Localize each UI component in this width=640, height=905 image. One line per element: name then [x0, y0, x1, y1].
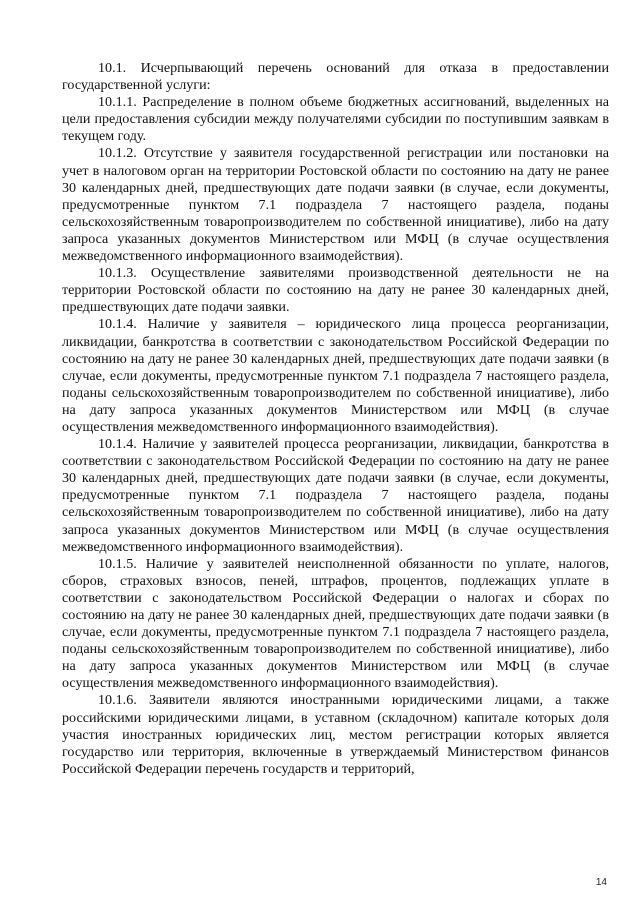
paragraph-10-1-4-applicants: 10.1.4. Наличие у заявителей процесса реорганизации, ликвидации, банкротства в соответствии с законодательством Российской Федерации по состоянию на дату не ранее 30 календарных дней, предшествующих дате подачи заявки (в случае, если документы, предусмотренные пунктом 7.1 подраздела 7 настоящего раздела, поданы сельскохозяйственным товаропроизводителем по собственной инициативе), либо на дату запроса указанных документов Министерством или МФЦ (в случае осуществления межведомственного информационного взаимодействия).: [62, 436, 609, 555]
paragraph-10-1-2: 10.1.2. Отсутствие у заявителя государственной регистрации или постановки на учет в налоговом орган на территории Ростовской области по состоянию на дату не ранее 30 календарных дней, предшествующих дате подачи заявки (в случае, если документы, предусмотренные пунктом 7.1 подраздела 7 настоящего раздела, поданы сельскохозяйственным товаропроизводителем по собственной инициативе), либо на дату запроса указанных документов Министерством или МФЦ (в случае осуществления межведомственного информационного взаимодействия).: [62, 145, 609, 265]
paragraph-10-1-4-legal-entity: 10.1.4. Наличие у заявителя – юридического лица процесса реорганизации, ликвидации, банкротства в соответствии с законодательством Российской Федерации по состоянию на дату не ранее 30 календарных дней, предшествующих дате подачи заявки (в случае, если документы, предусмотренные пунктом 7.1 подраздела 7 настоящего раздела, поданы сельскохозяйственным товаропроизводителем по собственной инициативе), либо на дату запроса указанных документов Министерством или МФЦ (в случае осуществления межведомственного информационного взаимодействия).: [62, 316, 609, 435]
paragraph-10-1: 10.1. Исчерпывающий перечень оснований для отказа в предоставлении государственной услуги:: [62, 60, 609, 94]
paragraph-10-1-1: 10.1.1. Распределение в полном объеме бюджетных ассигнований, выделенных на цели предоставления субсидии между получателями субсидии по поступившим заявкам в текущем году.: [62, 94, 609, 145]
paragraph-10-1-3: 10.1.3. Осуществление заявителями производственной деятельности не на территории Ростовской области по состоянию на дату не ранее 30 календарных дней, предшествующих дате подачи заявки.: [62, 265, 609, 316]
paragraph-10-1-6: 10.1.6. Заявители являются иностранными юридическими лицами, а также российскими юридическими лицами, в уставном (складочном) капитале которых доля участия иностранных юридических лиц, местом регистрации которых является государство или территория, включенные в утверждаемый Министерством финансов Российской Федерации перечень государств и территорий,: [62, 692, 609, 777]
document-body: [62, 60, 609, 778]
page-number: 14: [595, 877, 607, 888]
paragraph-10-1-5: 10.1.5. Наличие у заявителей неисполненной обязанности по уплате, налогов, сборов, страховых взносов, пеней, штрафов, процентов, подлежащих уплате в соответствии с законодательством Российской Федерации о налогах и сборах по состоянию на дату не ранее 30 календарных дней, предшествующих дате подачи заявки (в случае, если документы, предусмотренные пунктом 7.1 подраздела 7 настоящего раздела, поданы сельскохозяйственным товаропроизводителем по собственной инициативе), либо на дату запроса указанных документов Министерством или МФЦ (в случае осуществления межведомственного информационного взаимодействия).: [62, 555, 609, 692]
